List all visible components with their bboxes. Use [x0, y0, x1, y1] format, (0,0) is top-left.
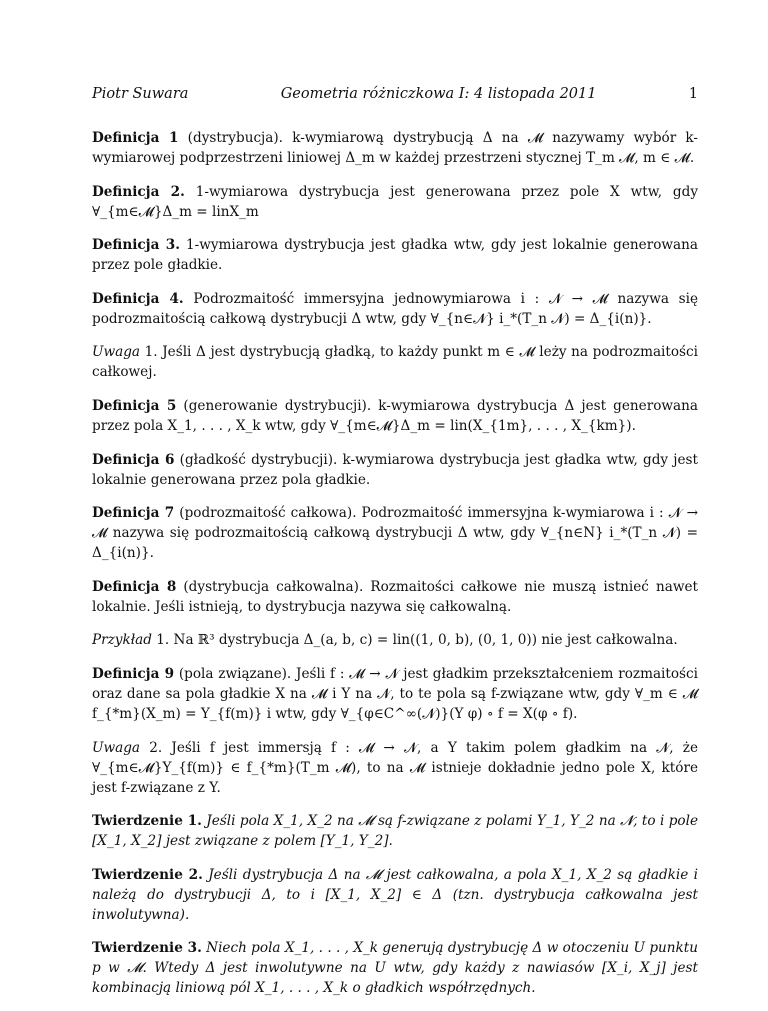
theorem-1: Twierdzenie 1. Jeśli pola X_1, X_2 na 𝓜 są f-związane z polami Y_1, Y_2 na 𝓝, to i pole [X_1, X_2] jest związane z polem [Y_1, Y_2]. — [92, 813, 698, 850]
definition-5: Definicja 5 (generowanie dystrybucji). k-wymiarowa dystrybucja Δ jest generowana przez pola X_1, . . . , X_k wtw, gdy ∀_{m∈𝓜}Δ_m = lin(X_{1m}, . . . , X_{km}). — [92, 397, 698, 434]
definition-4: Definicja 4. Podrozmaitość immersyjna jednowymiarowa i : 𝓝 → 𝓜 nazywa się podrozmaitością całkową dystrybucji Δ wtw, gdy ∀_{n∈𝓝} i_*(T_n 𝓝) = Δ_{i(n)}. — [92, 290, 699, 327]
remark-2: Uwaga 2. Jeśli f jest immersją f : 𝓜 → 𝓝, a Y takim polem gładkim na 𝓝, że ∀_{m∈𝓜}Y_{f(m)} ∈ f_{*m}(T_m 𝓜), to na 𝓜 istnieje dokładnie jedno pole X, które jest f-związane z Y. — [92, 739, 698, 796]
definition-1: Definicja 1 (dystrybucja). k-wymiarową dystrybucją Δ na 𝓜 nazywamy wybór k-wymiarowej podprzestrzeni liniowej Δ_m w każdej przestrzeni stycznej T_m 𝓜, m ∈ 𝓜. — [92, 130, 699, 166]
author: Piotr Suwara — [92, 86, 189, 102]
definition-2: Definicja 2. 1-wymiarowa dystrybucja jest generowana przez pole X wtw, gdy ∀_{m∈𝓜}Δ_m = linX_m — [92, 183, 698, 220]
document-title: Geometria różniczkowa I: 4 listopada 2011 — [280, 86, 597, 102]
definition-8: Definicja 8 (dystrybucja całkowalna). Rozmaitości całkowe nie muszą istnieć nawet lokalnie. Jeśli istnieją, to dystrybucja nazywa się całkowalną. — [92, 578, 698, 615]
page-number: 1 — [688, 86, 698, 102]
example-1: Przykład 1. Na ℝ³ dystrybucja Δ_(a, b, c) = lin((1, 0, b), (0, 1, 0)) nie jest całkowalna. — [92, 632, 678, 649]
remark-1: Uwaga 1. Jeśli Δ jest dystrybucją gładką, to każdy punkt m ∈ 𝓜 leży na podrozmaitości całkowej. — [92, 344, 698, 381]
theorem-3: Twierdzenie 3. Niech pola X_1, . . . , X_k generują dystrybucję Δ w otoczeniu U punktu p w 𝓜. Wtedy Δ jest inwolutywne na U wtw, gdy każdy z nawiasów [X_i, X_j] jest kombinacją liniową pól X_1, . . . , X_k o gładkich współrzędnych. — [92, 940, 699, 997]
document-page — [92, 86, 698, 1011]
definition-3: Definicja 3. 1-wymiarowa dystrybucja jest gładka wtw, gdy jest lokalnie generowana przez pole gładkie. — [92, 237, 698, 274]
page-header — [92, 86, 698, 102]
theorem-2: Twierdzenie 2. Jeśli dystrybucja Δ na 𝓜 jest całkowalna, a pola X_1, X_2 są gładkie i należą do dystrybucji Δ, to i [X_1, X_2] ∈ Δ (tzn. dystrybucja całkowalna jest inwolutywna). — [92, 866, 698, 923]
definition-6: Definicja 6 (gładkość dystrybucji). k-wymiarowa dystrybucja jest gładka wtw, gdy jest lokalnie generowana przez pola gładkie. — [92, 451, 698, 488]
definition-7: Definicja 7 (podrozmaitość całkowa). Podrozmaitość immersyjna k-wymiarowa i : 𝓝 → 𝓜 nazywa się podrozmaitością całkową dystrybucji Δ wtw, gdy ∀_{n∈N} i_*(T_n 𝓝) = Δ_{i(n)}. — [92, 505, 698, 562]
definition-9: Definicja 9 (pola związane). Jeśli f : 𝓜 → 𝓝 jest gładkim przekształceniem rozmaitości oraz dane sa pola gładkie X na 𝓜 i Y na 𝓝, to te pola są f-związane wtw, gdy ∀_m ∈ 𝓜 f_{*m}(X_m) = Y_{f(m)} i wtw, gdy ∀_{φ∈C^∞(𝓝)}(Y φ) ∘ f = X(φ ∘ f). — [92, 665, 698, 722]
